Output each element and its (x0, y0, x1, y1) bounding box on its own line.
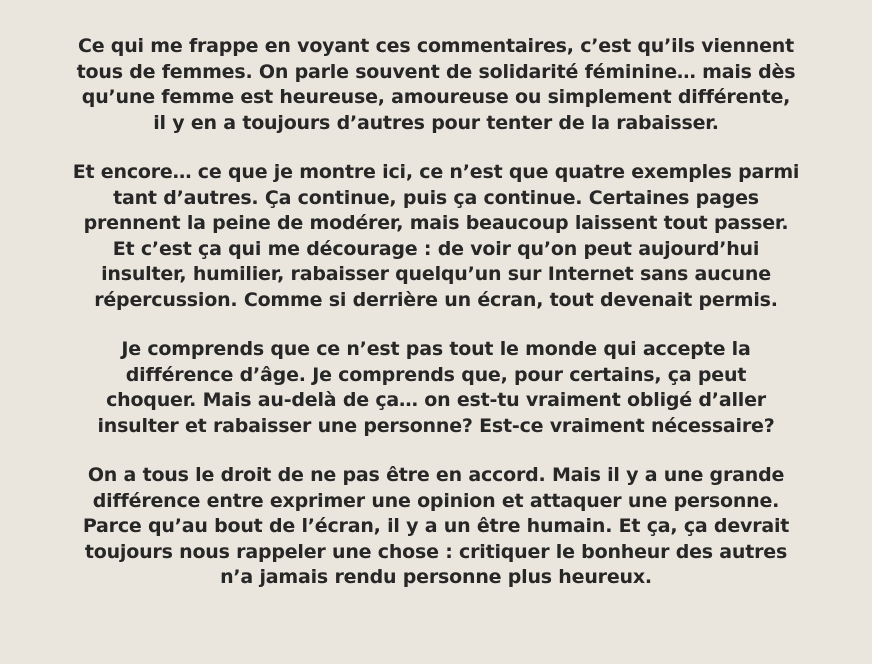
text-line: Ce qui me frappe en voyant ces commentaires, c’est qu’ils viennent (77, 35, 795, 57)
text-line: tant d’autres. Ça continue, puis ça continue. Certaines pages (113, 186, 759, 209)
text-line: Et encore… ce que je montre ici, ce n’est que quatre exemples parmi (72, 161, 800, 183)
text-line: toujours nous rappeler une chose : critiquer le bonheur des autres (84, 540, 788, 563)
text-line: n’a jamais rendu personne plus heureux. (220, 566, 652, 588)
text-line: insulter et rabaisser une personne? Est-ce vraiment nécessaire? (97, 414, 775, 437)
text-line: On a tous le droit de ne pas être en accord. Mais il y a une grande (87, 464, 785, 486)
text-line: différence entre exprimer une opinion et attaquer une personne. (92, 489, 780, 512)
paragraph-2 (16, 160, 856, 313)
text-line: qu’une femme est heureuse, amoureuse ou simplement différente, (81, 86, 791, 108)
text-line: choquer. Mais au-delà de ça… on est-tu vraiment obligé d’aller (106, 389, 766, 411)
text-line: tous de femmes. On parle souvent de solidarité féminine… mais dès (76, 60, 796, 83)
text-line: insulter, humilier, rabaisser quelqu’un sur Internet sans aucune (101, 263, 771, 285)
text-line: répercussion. Comme si derrière un écran, tout devenait permis. (94, 288, 778, 311)
paragraph-3 (16, 337, 856, 439)
paragraph-1 (16, 34, 856, 136)
paragraph-4 (16, 463, 856, 591)
text-line: prennent la peine de modérer, mais beaucoup laissent tout passer. (83, 212, 789, 234)
text-line: il y en a toujours d’autres pour tenter de la rabaisser. (153, 111, 719, 134)
text-line: Parce qu’au bout de l’écran, il y a un être humain. Et ça, ça devrait (82, 515, 790, 537)
text-line: Et c’est ça qui me décourage : de voir qu’on peut aujourd’hui (112, 237, 760, 260)
text-line: Je comprends que ce n’est pas tout le monde qui accepte la (121, 338, 751, 360)
text-line: différence d’âge. Je comprends que, pour certains, ça peut (125, 363, 747, 386)
